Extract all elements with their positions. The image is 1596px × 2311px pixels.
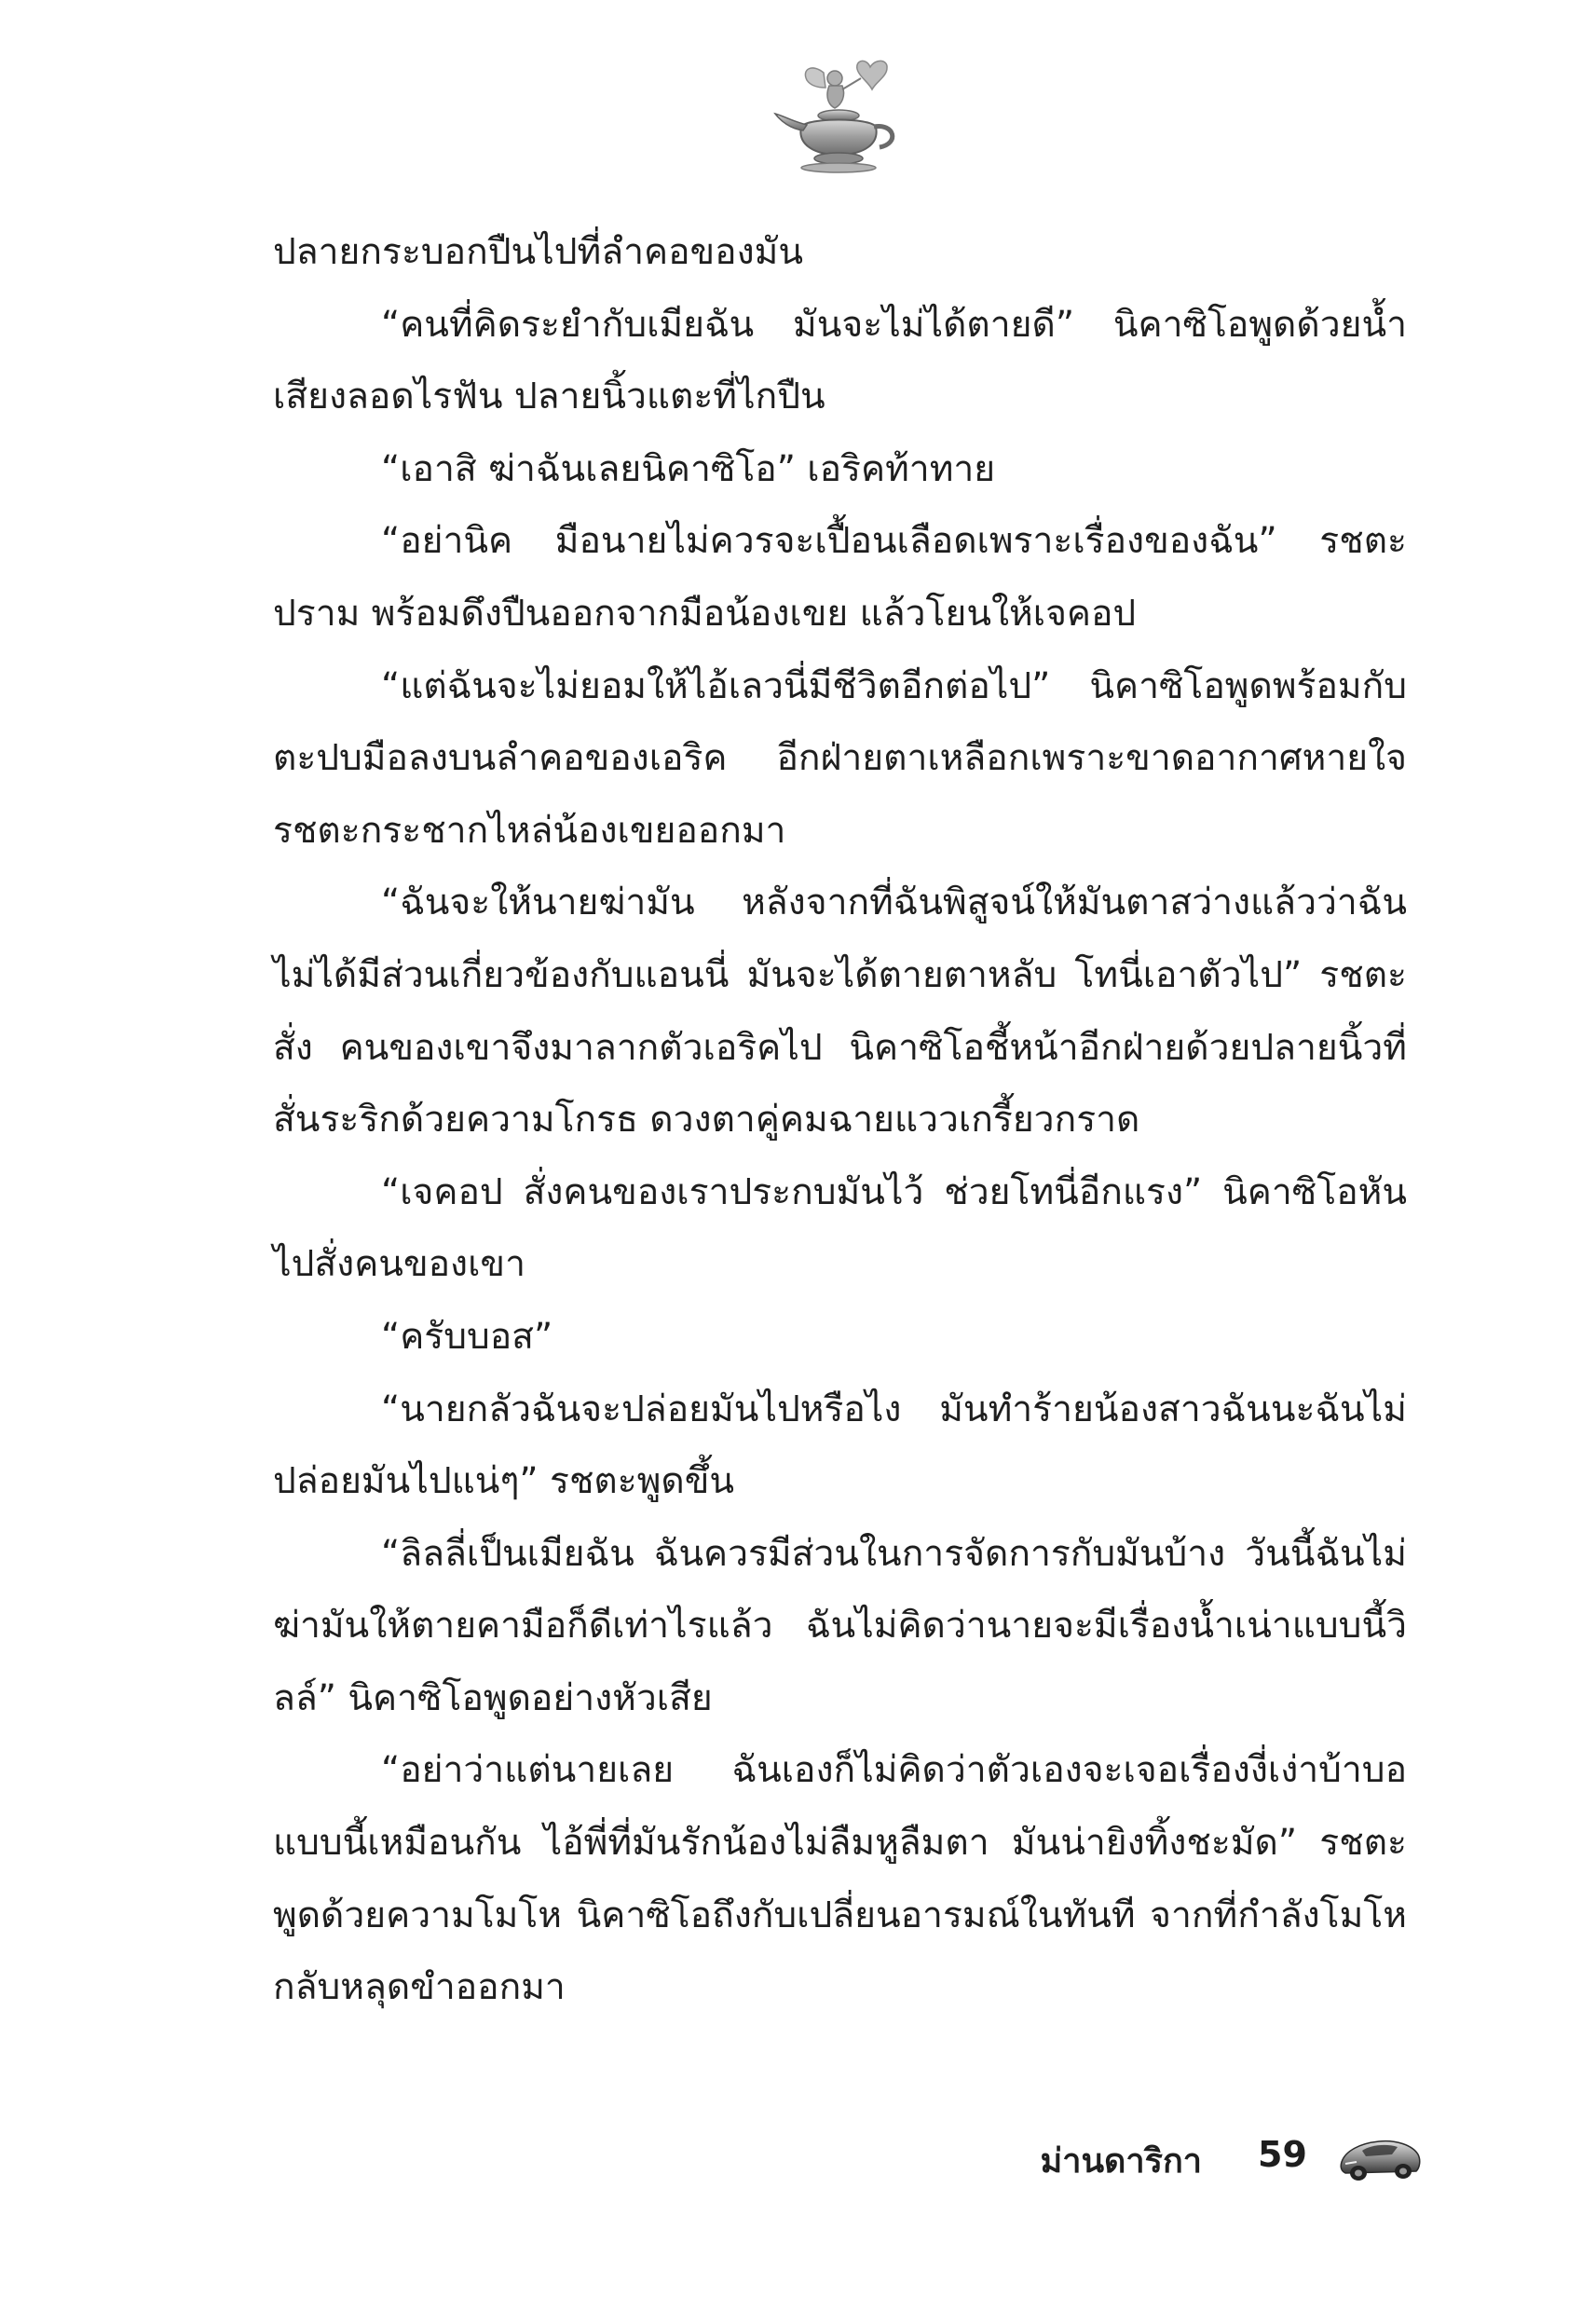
story-paragraph: “ลิลลี่เป็นเมียฉัน ฉันควรมีส่วนในการจัดการกับมันบ้าง วันนี้ฉันไม่ฆ่ามันให้ตายคามือก็ดีเท่าไรแล้ว ฉันไม่คิดว่านายจะมีเรื่องน้ำเน่าแบบนี้วิลล์” นิคาซิโอพูดอย่างหัวเสีย	[273, 1532, 1407, 1719]
story-paragraph: “ครับบอส”	[381, 1315, 553, 1358]
story-paragraph: “เอาสิ ฆ่าฉันเลยนิคาซิโอ” เอริคท้าทาย	[381, 447, 996, 490]
story-text	[273, 216, 1407, 2024]
story-paragraph: “นายกลัวฉันจะปล่อยมันไปหรือไง มันทำร้ายน้องสาวฉันนะฉันไม่ปล่อยมันไปแน่ๆ” รชตะพูดขึ้น	[273, 1388, 1407, 1503]
story-paragraph: “ฉันจะให้นายฆ่ามัน หลังจากที่ฉันพิสูจน์ให้มันตาสว่างแล้วว่าฉันไม่ได้มีส่วนเกี่ยวข้องกับแอนนี่ มันจะได้ตายตาหลับ โทนี่เอาตัวไป” รชตะสั่ง คนของเขาจึงมาลากตัวเอริคไป นิคาซิโอชี้หน้าอีกฝ่ายด้วยปลายนิ้วที่สั่นระริกด้วยความโกรธ ดวงตาคู่คมฉายแววเกรี้ยวกราด	[273, 882, 1407, 1142]
page-number: 59	[1258, 2134, 1307, 2175]
story-paragraph: “คนที่คิดระยำกับเมียฉัน มันจะไม่ได้ตายดี” นิคาซิโอพูดด้วยน้ำเสียงลอดไรฟัน ปลายนิ้วแตะที่ไกปืน	[273, 303, 1407, 418]
page-footer	[1040, 2123, 1425, 2197]
sports-car-icon	[1338, 2128, 1422, 2186]
cupid-teapot-ornament-icon	[770, 54, 907, 175]
story-paragraph: “อย่านิค มือนายไม่ควรจะเปื้อนเลือดเพราะเรื่องของฉัน” รชตะปราม พร้อมดึงปืนออกจากมือน้องเขย แล้วโยนให้เจคอป	[273, 520, 1407, 635]
book-title: ม่านดาริกา	[1040, 2142, 1202, 2181]
story-paragraph: “เจคอป สั่งคนของเราประกบมันไว้ ช่วยโทนี่อีกแรง” นิคาซิโอหันไปสั่งคนของเขา	[273, 1170, 1407, 1286]
story-paragraph: “อย่าว่าแต่นายเลย ฉันเองก็ไม่คิดว่าตัวเองจะเจอเรื่องงี่เง่าบ้าบอแบบนี้เหมือนกัน ไอ้พี่ที่มันรักน้องไม่ลืมหูลืมตา มันน่ายิงทิ้งชะมัด” รชตะพูดด้วยความโมโห นิคาซิโอถึงกับเปลี่ยนอารมณ์ในทันที จากที่กำลังโมโหกลับหลุดขำออกมา	[273, 1749, 1407, 2009]
story-paragraph: “แต่ฉันจะไม่ยอมให้ไอ้เลวนี่มีชีวิตอีกต่อไป” นิคาซิโอพูดพร้อมกับตะปบมือลงบนลำคอของเอริค อีกฝ่ายตาเหลือกเพราะขาดอากาศหายใจ รชตะกระชากไหล่น้องเขยออกมา	[273, 664, 1407, 852]
story-paragraph: ปลายกระบอกปืนไปที่ลำคอของมัน	[273, 231, 804, 273]
